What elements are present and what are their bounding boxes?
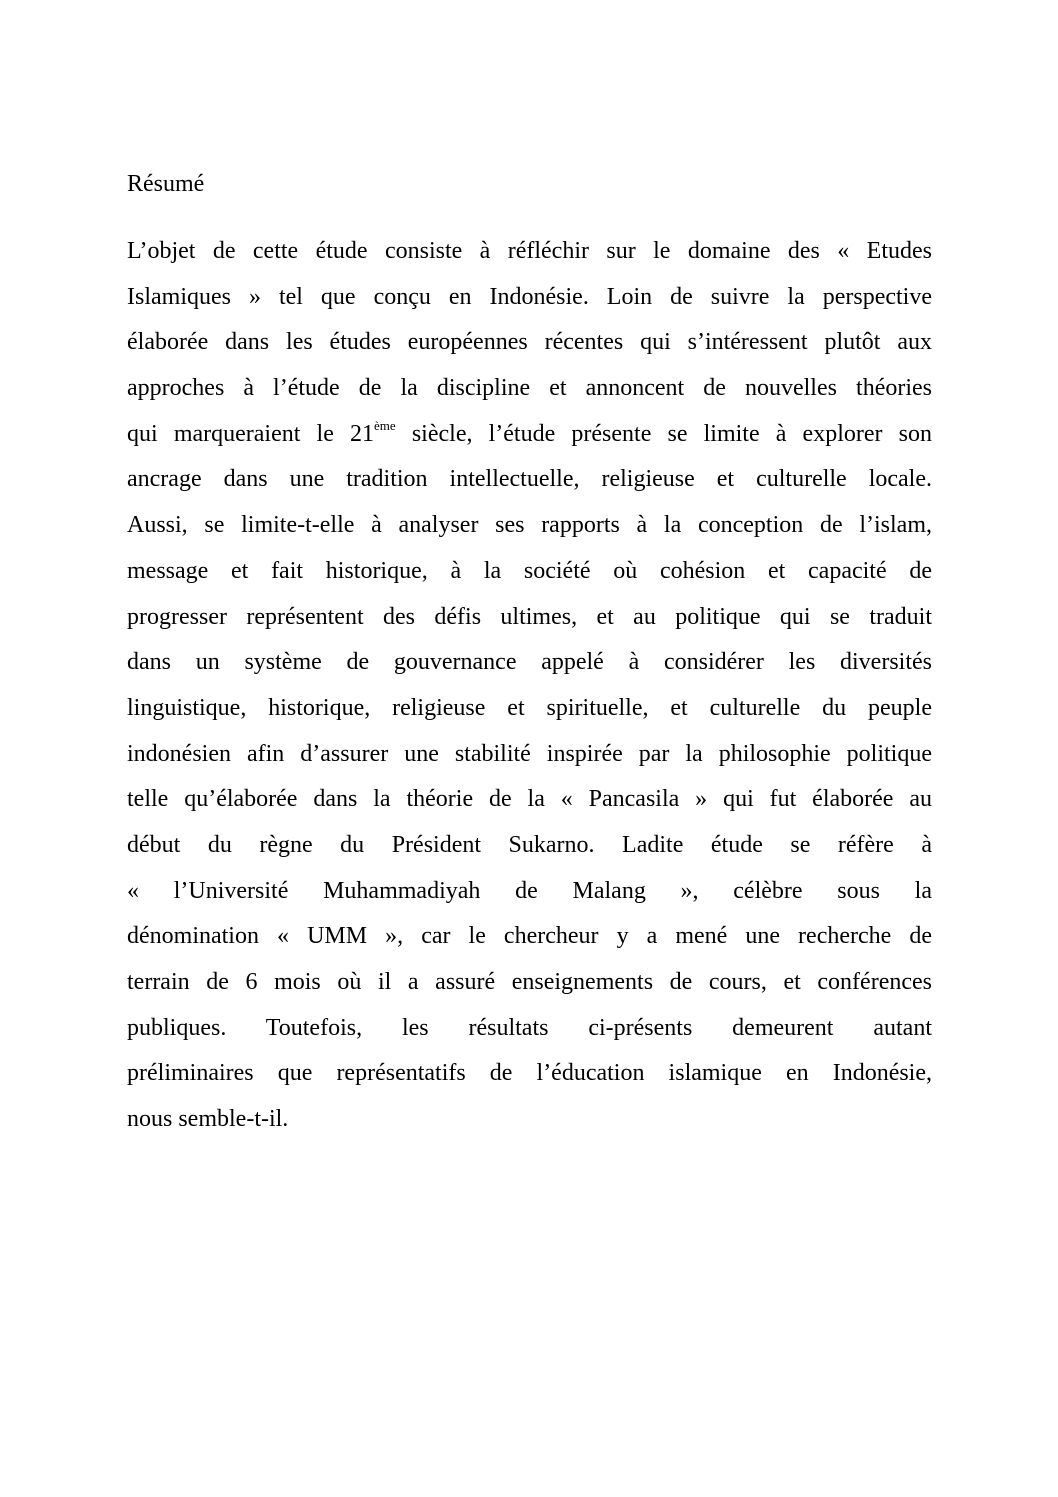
text-line: début du règne du Président Sukarno. Ladite étude se réfère à	[127, 831, 932, 858]
text-line: dénomination « UMM », car le chercheur y a mené une recherche de	[127, 923, 932, 950]
text-line: dans un système de gouvernance appelé à considérer les diversités	[127, 649, 932, 676]
text-line: élaborée dans les études européennes récentes qui s’intéressent plutôt aux	[127, 329, 932, 356]
abstract-body	[127, 229, 932, 1143]
text-line: publiques. Toutefois, les résultats ci-présents demeurent autant	[127, 1014, 932, 1041]
text-line: message et fait historique, à la société où cohésion et capacité de	[127, 557, 932, 584]
text-line: indonésien afin d’assurer une stabilité inspirée par la philosophie politique	[127, 740, 932, 767]
text-line: Islamiques » tel que conçu en Indonésie. Loin de suivre la perspective	[127, 283, 932, 310]
text-line: nous semble-t-il.	[127, 1106, 289, 1133]
text-line: préliminaires que représentatifs de l’éducation islamique en Indonésie,	[127, 1060, 932, 1087]
text-segment: siècle, l’étude présente se limite à explorer son	[395, 420, 933, 447]
text-line-with-superscript	[127, 412, 932, 458]
text-line: ancrage dans une tradition intellectuelle, religieuse et culturelle locale.	[127, 466, 932, 493]
text-line: terrain de 6 mois où il a assuré enseignements de cours, et conférences	[127, 969, 932, 995]
text-line: progresser représentent des défis ultimes, et au politique qui se traduit	[127, 603, 932, 630]
text-line: L’objet de cette étude consiste à réfléchir sur le domaine des « Etudes	[127, 238, 932, 264]
superscript-ordinal: ème	[374, 417, 396, 433]
text-segment: qui marqueraient le 21	[127, 420, 375, 447]
text-line: telle qu’élaborée dans la théorie de la « Pancasila » qui fut élaborée au	[127, 786, 932, 813]
text-line: approches à l’étude de la discipline et annoncent de nouvelles théories	[127, 375, 932, 402]
text-line: linguistique, historique, religieuse et spirituelle, et culturelle du peuple	[127, 694, 932, 721]
text-line: Aussi, se limite-t-elle à analyser ses rapports à la conception de l’islam,	[127, 512, 932, 539]
text-line: « l’Université Muhammadiyah de Malang », célèbre sous la	[127, 877, 932, 904]
abstract-heading: Résumé	[127, 171, 205, 197]
